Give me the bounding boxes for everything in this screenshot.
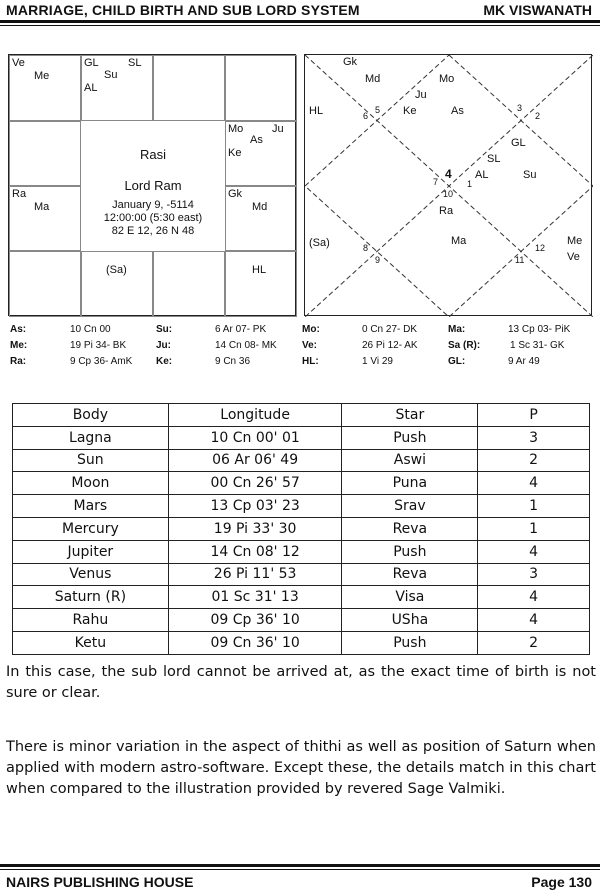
cell-pada: 4 [478,540,590,563]
body-paragraph: In this case, the sub lord cannot be arrived at, as the exact time of birth is not sure or clear. [6,664,596,701]
rasi-cell-aries [81,55,153,121]
pos-key: GL: [448,356,466,367]
north-chart-lines [305,55,593,317]
rasi-cell-capricorn [9,121,81,186]
pos-key: Sa (R): [448,340,481,351]
footer-rule [0,864,600,867]
header-title: MARRIAGE, CHILD BIRTH AND SUB LORD SYSTEM [6,2,360,18]
rasi-cell-aquarius [9,186,81,251]
birth-coords: 82 E 12, 26 N 48 [111,225,195,237]
cell-pada: 4 [478,609,590,632]
cell-star: USha [342,609,478,632]
pos-value: 26 Pi 12- AK [362,340,418,351]
cell-body: Moon [13,472,169,495]
house-number: 6 [363,111,369,121]
cell-longitude: 19 Pi 33' 30 [168,517,342,540]
cell-body: Jupiter [13,540,169,563]
rasi-planet: As [250,134,263,146]
rasi-planet: Gk [228,188,243,200]
rasi-planet: (Sa) [106,264,127,276]
pos-key: Ra: [10,356,27,367]
cell-body: Venus [13,563,169,586]
table-row [13,517,590,540]
north-planet: Md [365,73,381,85]
cell-body: Mercury [13,517,169,540]
rasi-cell-libra [153,251,225,317]
cell-body: Ketu [13,631,169,654]
cell-longitude: 09 Cp 36' 10 [168,609,342,632]
pos-value: 13 Cp 03- PiK [508,324,571,335]
native-name: Lord Ram [124,178,182,193]
cell-body: Saturn (R) [13,586,169,609]
rasi-title: Rasi [139,147,166,162]
rasi-chart [8,54,296,316]
cell-pada: 2 [478,449,590,472]
north-chart [304,54,592,316]
pos-key: Ke: [156,356,173,367]
rasi-planet: AL [84,82,98,94]
cell-pada: 3 [478,563,590,586]
header-author: MK VISWANATH [483,2,592,18]
north-planet: GL [511,137,526,149]
cell-star: Push [342,426,478,449]
cell-longitude: 00 Cn 26' 57 [168,472,342,495]
house-number: 5 [375,105,381,115]
cell-star: Aswi [342,449,478,472]
north-planet: HL [309,105,324,117]
cell-body: Rahu [13,609,169,632]
cell-longitude: 14 Cn 08' 12 [168,540,342,563]
north-planet: Ve [567,251,580,263]
rasi-cell-taurus [153,55,225,121]
north-planet: SL [487,153,501,165]
house-number: 9 [375,255,381,265]
cell-body: Mars [13,495,169,518]
rasi-planet: HL [252,264,267,276]
pos-value: 1 Sc 31- GK [510,340,565,351]
column-header-longitude: Longitude [168,404,342,427]
house-number: 10 [443,189,454,199]
house-number: 2 [535,111,541,121]
header-rule [0,20,600,23]
pos-value: 14 Cn 08- MK [215,340,277,351]
house-number: 1 [467,179,473,189]
table-header-row [13,404,590,427]
north-planet: Ju [415,89,427,101]
cell-star: Visa [342,586,478,609]
pos-value: 19 Pi 34- BK [70,340,127,351]
rasi-cell-leo [225,186,297,251]
north-planet: Ma [451,235,467,247]
pos-value: 1 Vi 29 [362,356,393,367]
pos-key: Ju: [156,340,171,351]
column-header-star: Star [342,404,478,427]
north-planet: Me [567,235,583,247]
column-header-body: Body [13,404,169,427]
north-planet: Mo [439,73,455,85]
pos-value: 6 Ar 07- PK [215,324,267,335]
cell-star: Push [342,540,478,563]
pos-key: Me: [10,340,28,351]
cell-pada: 4 [478,472,590,495]
cell-star: Srav [342,495,478,518]
pos-value: 9 Cn 36 [215,356,251,367]
cell-longitude: 26 Pi 11' 53 [168,563,342,586]
pos-key: Ma: [448,324,466,335]
pos-key: As: [10,324,27,335]
north-planet: Ra [439,205,454,217]
north-planet: Gk [343,56,358,68]
rasi-planet: Ra [12,188,27,200]
house-number: 8 [363,243,369,253]
rasi-planet: GL [84,57,99,69]
footer-rule-thin [0,869,600,870]
cell-pada: 3 [478,426,590,449]
cell-longitude: 06 Ar 06' 49 [168,449,342,472]
cell-star: Puna [342,472,478,495]
rasi-cell-gemini [225,55,297,121]
table-row [13,472,590,495]
pos-value: 10 Cn 00 [70,324,111,335]
cell-longitude: 10 Cn 00' 01 [168,426,342,449]
birth-date: January 9, -5114 [112,199,194,211]
page-number: Page 130 [531,874,592,890]
rasi-cell-sagittarius [9,251,81,317]
table-row [13,609,590,632]
cell-body: Sun [13,449,169,472]
table-row [13,586,590,609]
house-number: 3 [517,103,523,113]
pos-key: HL: [302,356,319,367]
rasi-planet: SL [128,57,142,69]
rasi-cell-scorpio [81,251,153,317]
cell-pada: 1 [478,495,590,518]
table-row [13,426,590,449]
footer-publisher: NAIRS PUBLISHING HOUSE [6,874,194,890]
north-planet: Su [523,169,537,181]
north-planet: As [451,105,464,117]
page-header [0,0,600,24]
header-rule-thin [0,25,600,26]
table-row [13,631,590,654]
cell-pada: 4 [478,586,590,609]
table-row [13,563,590,586]
cell-pada: 2 [478,631,590,654]
rasi-planet: Ke [228,147,242,159]
cell-star: Reva [342,517,478,540]
rasi-cell-pisces [9,55,81,121]
pos-value: 0 Cn 27- DK [362,324,418,335]
cell-longitude: 13 Cp 03' 23 [168,495,342,518]
cell-longitude: 01 Sc 31' 13 [168,586,342,609]
north-planet: Ke [403,105,417,117]
rasi-cell-cancer [225,121,297,186]
north-planet: AL [475,169,489,181]
rasi-planet: Me [34,70,50,82]
cell-pada: 1 [478,517,590,540]
body-paragraph: There is minor variation in the aspect of thithi as well as position of Saturn when applied with modern astro-software. Except these, the details match in this chart when compared to the illustration provided by revered Sage Valmiki. [6,739,596,797]
cell-star: Reva [342,563,478,586]
rasi-cell-virgo [225,251,297,317]
cell-longitude: 09 Cn 36' 10 [168,631,342,654]
pos-key: Su: [156,324,173,335]
table-row [13,495,590,518]
rasi-planet: Ma [34,201,50,213]
planet-longitude-table [12,403,590,655]
house-number: 11 [515,255,525,265]
birth-time: 12:00:00 (5:30 east) [103,212,203,224]
rasi-planet: Md [252,201,268,213]
rasi-planet: Su [104,69,118,81]
north-planet: (Sa) [309,237,330,249]
pos-key: Mo: [302,324,320,335]
rasi-center-info [81,121,225,251]
pos-value: 9 Ar 49 [508,356,540,367]
house-number: 12 [535,243,546,253]
table-row [13,540,590,563]
rasi-planet: Ve [12,57,25,69]
house-number: 4 [445,167,452,181]
pos-value: 9 Cp 36- AmK [70,356,133,367]
table-row [13,449,590,472]
house-number: 7 [433,177,439,187]
column-header-pada: P [478,404,590,427]
rasi-planet: Mo [228,123,244,135]
cell-body: Lagna [13,426,169,449]
rasi-planet: Ju [272,123,284,135]
cell-star: Push [342,631,478,654]
pos-key: Ve: [302,340,318,351]
